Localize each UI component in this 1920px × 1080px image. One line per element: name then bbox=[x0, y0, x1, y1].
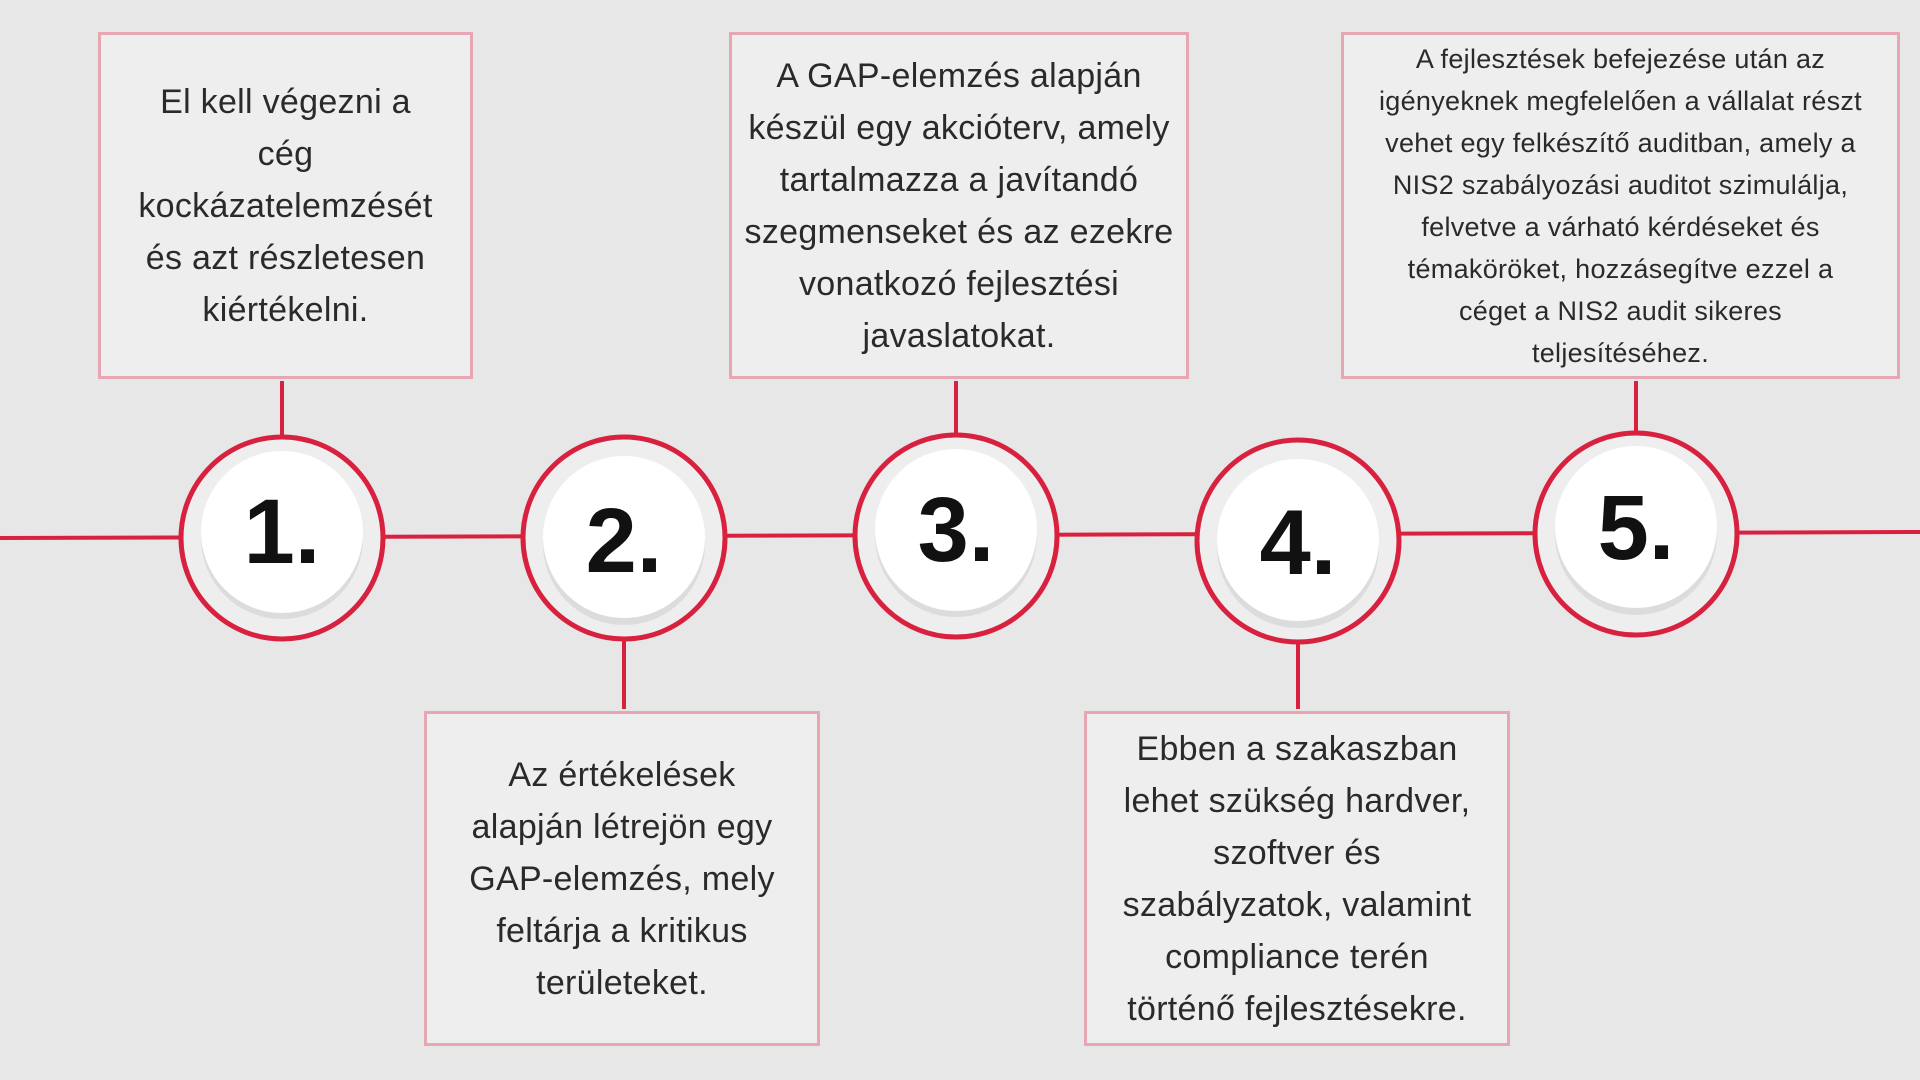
text-line: vehet egy felkészítő auditban, amely a bbox=[1385, 127, 1856, 158]
step-1-description bbox=[138, 76, 432, 336]
text-line: compliance terén bbox=[1165, 937, 1429, 976]
text-line: NIS2 szabályozási auditot szimulálja, bbox=[1392, 169, 1849, 200]
step-5-description bbox=[1379, 38, 1862, 374]
step-number-4: 4. bbox=[1259, 491, 1337, 594]
step-1-description-box bbox=[98, 32, 473, 379]
step-number-1: 1. bbox=[243, 480, 321, 583]
text-line: feltárja a kritikus bbox=[496, 911, 748, 950]
text-line: szoftver és bbox=[1213, 833, 1381, 872]
text-line: és azt részletesen bbox=[145, 238, 426, 277]
text-line: A fejlesztések befejezése után az bbox=[1415, 43, 1826, 74]
step-2-description bbox=[469, 749, 775, 1009]
text-line: igényeknek megfelelően a vállalat részt bbox=[1379, 85, 1862, 116]
text-line: teljesítéséhez. bbox=[1531, 337, 1710, 368]
step-3-description bbox=[745, 50, 1174, 362]
text-line: kiértékelni. bbox=[202, 290, 369, 329]
step-5-description-box bbox=[1341, 32, 1900, 379]
text-line: Az értékelések bbox=[508, 755, 736, 794]
step-number-2: 2. bbox=[585, 489, 663, 592]
text-line: GAP-elemzés, mely bbox=[469, 859, 775, 898]
text-line: céget a NIS2 audit sikeres bbox=[1459, 295, 1782, 326]
text-line: lehet szükség hardver, bbox=[1123, 781, 1471, 820]
text-line: tartalmazza a javítandó bbox=[779, 160, 1139, 199]
step-4-description bbox=[1123, 723, 1472, 1035]
step-3-description-box bbox=[729, 32, 1189, 379]
text-line: A GAP-elemzés alapján bbox=[776, 56, 1142, 95]
step-number-5: 5. bbox=[1597, 476, 1675, 579]
text-line: vonatkozó fejlesztési bbox=[798, 264, 1120, 303]
text-line: El kell végezni a bbox=[160, 82, 411, 121]
text-line: területeket. bbox=[536, 963, 708, 1002]
text-line: szabályzatok, valamint bbox=[1122, 885, 1472, 924]
text-line: kockázatelemzését bbox=[138, 186, 433, 225]
text-line: cég bbox=[257, 134, 314, 173]
step-2-description-box bbox=[424, 711, 820, 1046]
step-4-description-box bbox=[1084, 711, 1510, 1046]
text-line: szegmenseket és az ezekre bbox=[744, 212, 1174, 251]
text-line: történő fejlesztésekre. bbox=[1127, 989, 1467, 1028]
text-line: témaköröket, hozzásegítve ezzel a bbox=[1407, 253, 1834, 284]
step-number-3: 3. bbox=[917, 478, 995, 581]
text-line: alapján létrejön egy bbox=[471, 807, 773, 846]
text-line: készül egy akcióterv, amely bbox=[748, 108, 1170, 147]
text-line: felvetve a várható kérdéseket és bbox=[1421, 211, 1820, 242]
text-line: javaslatokat. bbox=[862, 316, 1056, 355]
text-line: Ebben a szakaszban bbox=[1136, 729, 1458, 768]
